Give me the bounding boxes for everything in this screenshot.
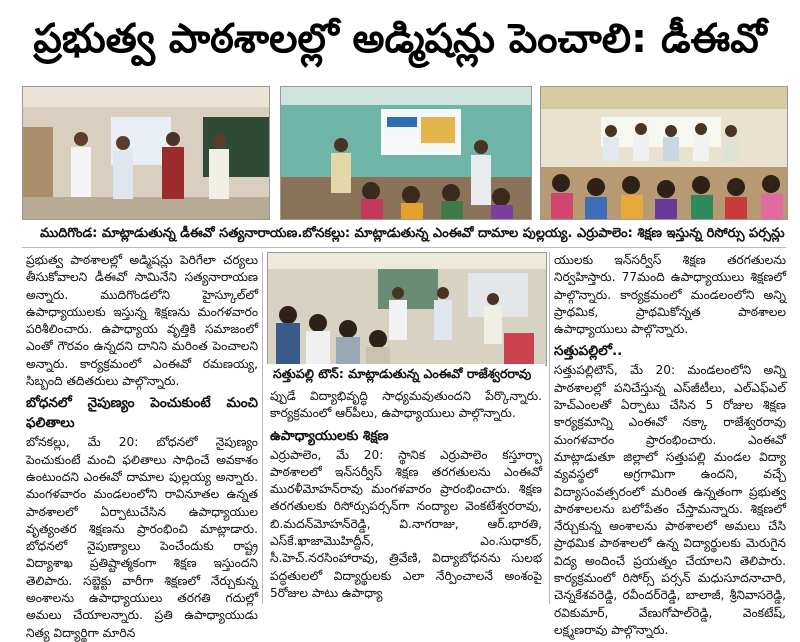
photo-captions: ముదిగొండ: మాట్లాడుతున్న డీఈవో సత్యనారాయణ.బోనకల్లు: మాట్లాడుతున్న ఎంఈవో దామాల పుల్లయ్య. ఎర్రుపాలెం: శిక్షణ ఇస్తున్న రిసోర్సు పర్సన్లు <box>40 226 785 241</box>
bonakallu-article: బోనకల్లు, మే 20: బోధనలో నైపుణ్యం పెంచుకుంటే మంచి ఫలితాలు సాధించే అవకాశం ఉంటుందని ఎంఈవో దామాల పుల్లయ్య అన్నారు. మంగళవారం మండలంలోని రావినూతల ఉన్నత పాఠశాలలో ఏర్పాటుచేసిన ఉపాధ్యాయుల వృత్యంతర శిక్షణను ప్రారంభించి మాట్లాడారు. బోధనలో నైపుణ్యాలు పెంచేందుకు రాష్ట్ర విద్యాశాఖ ప్రతిష్టాత్మకంగా శిక్షణ ఇస్తుందని తెలిపారు. సబ్జెక్టు వారీగా శిక్షణలో నేర్చుకున్న అంశాలను ఉపాధ్యాయులు తరగతి గదుల్లో అమలు చేయాలన్నారు. ప్రతి ఉపాధ్యాయుడు నిత్య విద్యార్థిగా మారిన <box>26 435 258 640</box>
column-2 <box>270 388 542 604</box>
divider-top <box>22 247 786 248</box>
column-3 <box>554 252 786 637</box>
errupalem-subhead: ఉపాధ్యాయులకు శిక్షణ <box>270 427 389 444</box>
divider-col-1 <box>262 252 263 604</box>
photo-errupalem <box>540 86 788 220</box>
headline: ప్రభుత్వ పాఠశాలల్లో అడ్మిషన్లు పెంచాలి: డీఈవో <box>33 16 767 62</box>
mudigonda-article: ప్రభుత్వ పాఠశాలల్లో అడ్మిషన్లు పెరిగేలా చర్యలు తీసుకోవాలని డీఈవో సామినేని సత్యనారాయణ అన్నారు. ముదిగొండలోని హైస్కూల్‌లో ఉపాధ్యాయులకు ఇస్తున్న శిక్షణను మంగళవారం పరిశీలించారు. ఉపాధ్యాయ వృత్తికి సమాజంలో ఎంతో గౌరవం ఉన్నదని దానిని మరింత పెంచాలని అన్నారు. కార్యక్రమంలో ఎంఈవో రమణయ్య, సిబ్బంది తదితరులు పాల్గొన్నారు. <box>26 253 258 389</box>
column-1 <box>26 252 258 640</box>
sattupalli-subhead: సత్తుపల్లిలో.. <box>554 343 623 360</box>
photo-mudigonda <box>22 86 270 220</box>
bonakallu-subhead: బోధనలో నైపుణ్యం పెంచుకుంటే మంచి ఫలితాలు <box>26 395 258 432</box>
errupalem-article-continued: యులకు ఇన్‌సర్వీస్‌ శిక్షణ తరగతులను నిర్వహిస్తారు. 77మంది ఉపాధ్యాయులు శిక్షణలో పాల్గొన్నారు. కార్యక్రమంలో మండలంలోని అన్ని ప్రాథమిక, ప్రాథమికోన్నత పాఠశాలల ఉపాధ్యాయులు పాల్గొన్నారు. <box>554 253 786 337</box>
sattupalli-article: సత్తుపల్లిటౌన్‌, మే 20: మండలంలోని అన్ని పాఠశాలల్లో పనిచేస్తున్న ఎస్‌జీటీలు, ఎల్‌ఎఫ్‌ఎల్‌ హెచ్‌ఎంలతో ఏర్పాటు చేసిన 5 రోజుల శిక్షణ కార్యక్రమాన్ని ఎంఈవో నక్కా రాజేశ్వరరావు మంగళవారం ప్రారంభించారు. ఎంఈవో మాట్లాడుతూ జిల్లాలో సత్తుపల్లి మండల విద్యా వ్యవస్థలో అగ్రగామిగా ఉందని, వచ్చే విద్యాసంవత్సరంలో మరింత ఉన్నతంగా ప్రభుత్వ పాఠశాలలను బలోపేతం చేస్తామన్నారు. శిక్షణలో నేర్చుకున్న అంశాలను పాఠశాలలో అమలు చేసి ప్రాథమిక పాఠశాలలో ఉన్న విద్యార్థులకు మెరుగైన విద్య అందించే ప్రయత్నం చేయాలని తెలిపారు. కార్యక్రమంలో రిసోర్స్‌ పర్సన్‌ మధుసూదనాచారి, చెన్నకేశవరెడ్డి, రవీందర్‌రెడ్డి, బాలాజీ, శ్రీనివాసరెడ్డి, రవికుమార్‌, వేణుగోపాల్‌రెడ్డి, వెంకటేష్‌, లక్ష్మణరావు పాల్గొన్నారు. <box>554 363 786 637</box>
bonakallu-article-continued: ప్పుడే విద్యాభివృద్ధి సాధ్యమవుతుందని పేర్కొన్నారు. కార్యక్రమంలో ఆర్‌పీలు, ఉపాధ్యాయులు పాల్గొన్నారు. <box>270 389 542 421</box>
photo-bonakallu <box>280 86 532 220</box>
errupalem-article: ఎర్రుపాలెం, మే 20: స్థానిక ఎర్రుపాలెం కస్తూర్బా పాఠశాలలో ఇన్‌సర్వీస్‌ శిక్షణ తరగతులను ఎంఈవో మురళీమోహన్‌రావు మంగళవారం ప్రారంభించారు. శిక్షణ తరగతులకు రిసోర్సుపర్సన్‌గా నంద్యాల వెంకటేశ్వరరావు, బి.మదన్‌మోహన్‌రెడ్డి, వి.నాగరాజు, ఆర్‌.భారతి, ఎస్‌కే.ఖాజామొహిద్దీన్‌, ఎం.సుధాకర్‌, సీ.హెచ్‌.నరసింహారావు, త్రివేణి, విద్యాబోధనను సులభ పద్ధతులలో విద్యార్థులకు ఎలా నేర్పించాలనే అంశంపై 5రోజుల పాటు ఉపాధ్యా <box>270 447 542 600</box>
photo-sattupalli <box>267 252 547 366</box>
divider-col-2 <box>549 252 550 604</box>
center-photo-caption: సత్తుపల్లి టౌన్‌: మాట్లాడుతున్న ఎంఈవో రాజేశ్వరరావు <box>267 364 545 384</box>
